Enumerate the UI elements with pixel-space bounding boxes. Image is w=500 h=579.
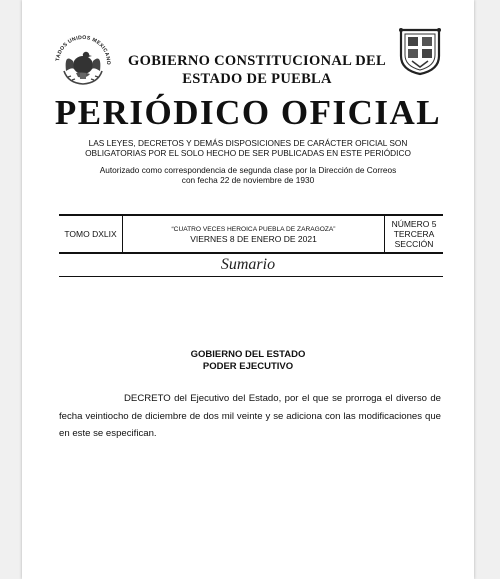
section-line2: SECCIÓN (394, 239, 434, 249)
svg-text:ESTADOS UNIDOS MEXICANOS: TADOS UNIDOS MEXICANO (55, 34, 112, 66)
city-motto: “CUATRO VECES HEROICA PUEBLA DE ZARAGOZA” (171, 225, 336, 233)
tomo-cell: TOMO DXLIX (59, 216, 123, 252)
heading-line2: PODER EJECUTIVO (202, 361, 294, 372)
sumario-heading: Sumario (220, 256, 276, 273)
disclaimer-line2: OBLIGATORIAS POR EL SOLO HECHO DE SER PUBLICADAS EN ESTE PERIÓDICO (85, 148, 411, 158)
puebla-coat-of-arms-icon (395, 26, 445, 76)
section-heading (22, 349, 474, 373)
date-cell (123, 216, 385, 252)
heading-line1: GOBIERNO DEL ESTADO (190, 349, 306, 360)
mexican-national-seal-icon (50, 27, 116, 89)
decree-paragraph: DECRETO del Ejecutivo del Estado, por el que se prorroga el diverso de fecha veintiocho de diciembre de dos mil veinte y se adiciona con las modificaciones que en este se especifican. (59, 393, 441, 439)
postal-authorization (62, 165, 434, 185)
government-title (122, 52, 392, 88)
disclaimer-line1: LAS LEYES, DECRETOS Y DEMÁS DISPOSICIONES DE CARÁCTER OFICIAL SON (88, 138, 408, 148)
authorized-line2: con fecha 22 de noviembre de 1930 (181, 175, 315, 185)
masthead-title: PERIÓDICO OFICIAL (54, 93, 442, 132)
number-cell (385, 216, 443, 252)
authorized-line1: Autorizado como correspondencia de segunda clase por la Dirección de Correos (99, 165, 397, 175)
issue-info-table (59, 214, 443, 254)
issue-date: VIERNES 8 DE ENERO DE 2021 (190, 233, 317, 244)
document-page (22, 0, 474, 579)
sumario-divider (59, 276, 443, 277)
gov-title-line1: GOBIERNO CONSTITUCIONAL DEL (128, 53, 386, 69)
legal-disclaimer (62, 138, 434, 158)
issue-number: NÚMERO 5 (391, 219, 437, 229)
gov-title-line2: ESTADO DE PUEBLA (182, 71, 332, 87)
section-line1: TERCERA (393, 229, 435, 239)
